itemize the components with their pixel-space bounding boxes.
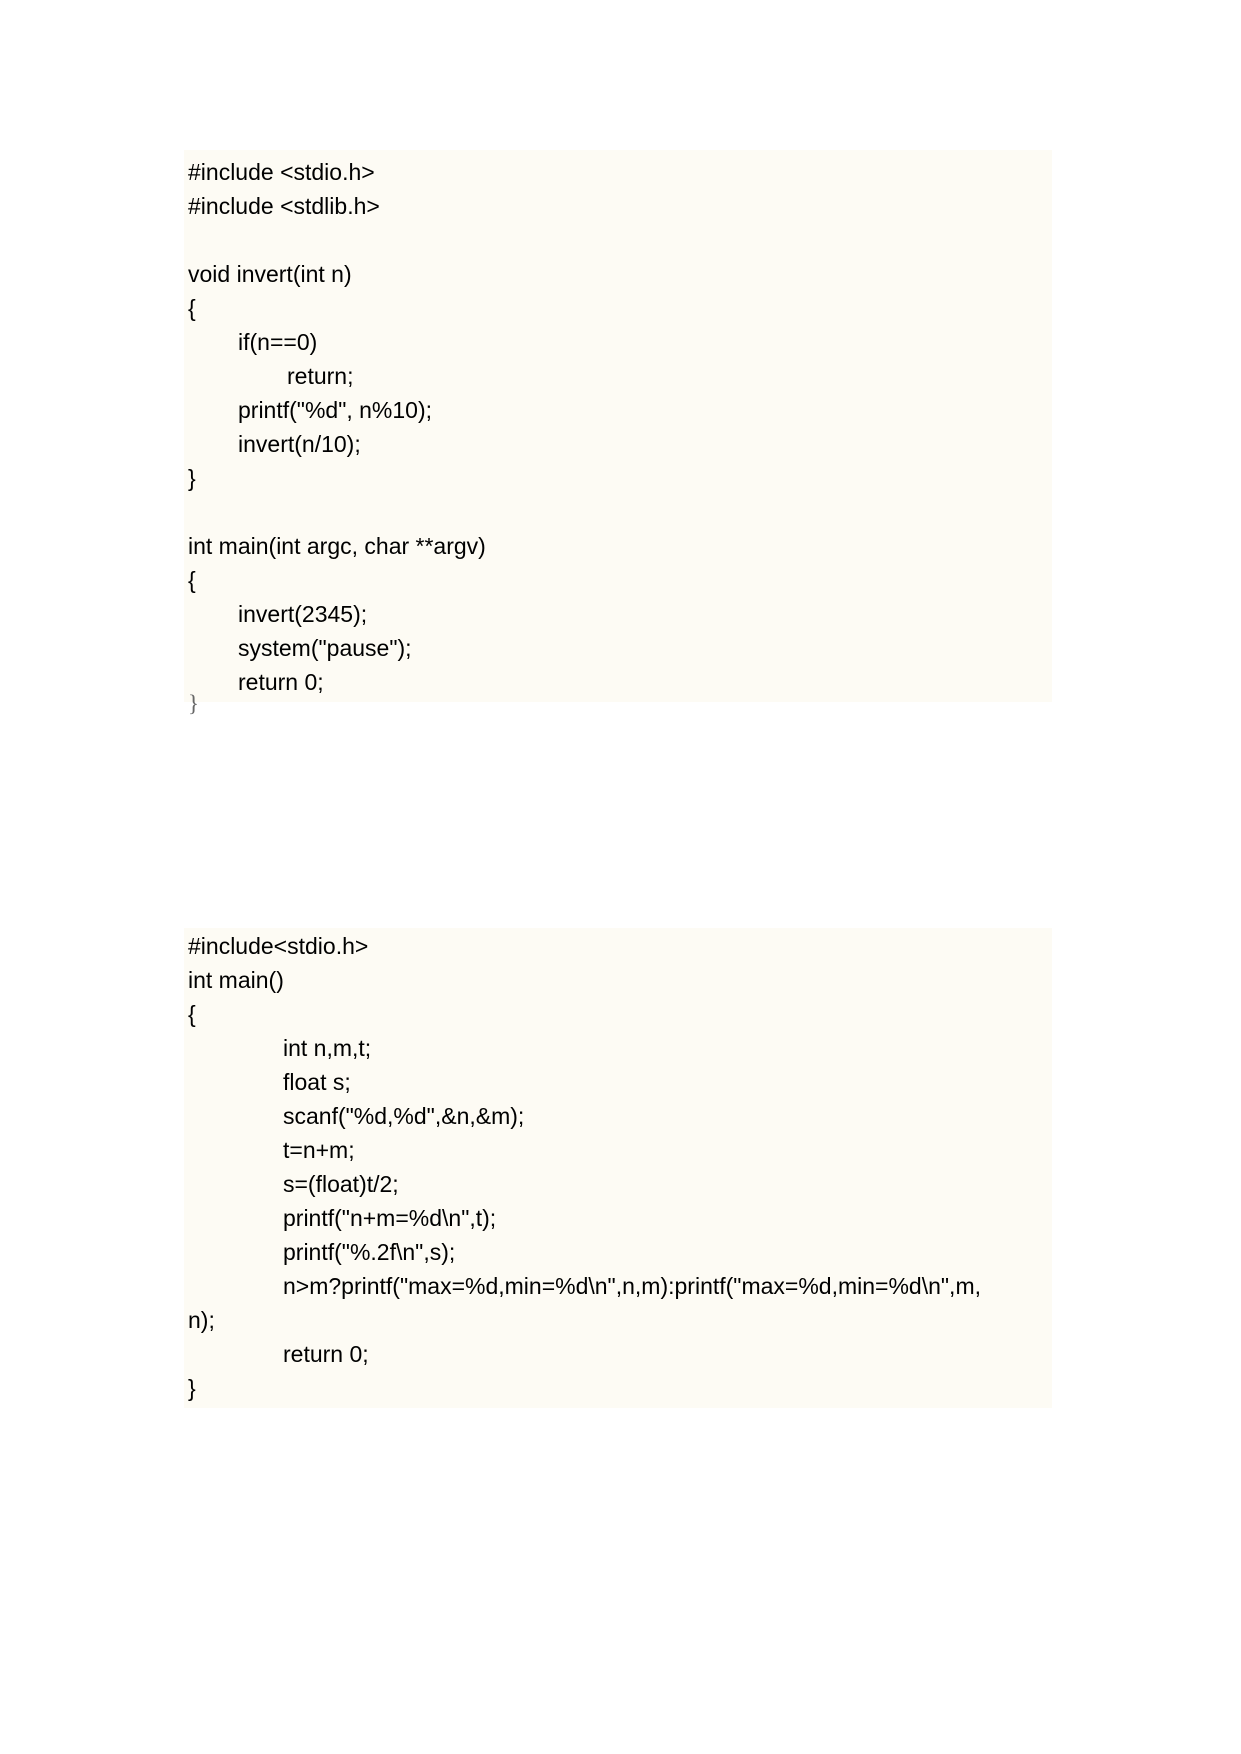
code-line: printf("%.2f\n",s); <box>283 1239 456 1265</box>
code-line: printf("n+m=%d\n",t); <box>283 1205 497 1231</box>
code-line: int main() <box>188 967 284 993</box>
code-line: int main(int argc, char **argv) <box>188 533 486 559</box>
code-block-1 <box>184 150 1052 702</box>
code-line: system("pause"); <box>238 635 412 661</box>
code-line: return 0; <box>283 1341 369 1367</box>
code-line: #include <stdio.h> <box>188 159 375 185</box>
code-line: n); <box>188 1307 215 1333</box>
code-line: invert(n/10); <box>238 431 361 457</box>
code-line: #include<stdio.h> <box>188 933 369 959</box>
code-line: { <box>188 1001 196 1027</box>
code-block-2 <box>184 928 1052 1408</box>
closing-brace: } <box>188 691 200 716</box>
code-line: { <box>188 295 196 321</box>
code-line: printf("%d", n%10); <box>238 397 433 423</box>
code-line: t=n+m; <box>283 1137 355 1163</box>
code-line: } <box>188 465 196 491</box>
code-line: return 0; <box>238 669 324 695</box>
code-line: invert(2345); <box>238 601 368 627</box>
code-line: n>m?printf("max=%d,min=%d\n",n,m):printf("max=%d,min=%d\n",m, <box>283 1273 981 1299</box>
code-line: #include <stdlib.h> <box>188 193 380 219</box>
code-line: return; <box>287 363 354 389</box>
code-line: void invert(int n) <box>188 261 352 287</box>
code-line: scanf("%d,%d",&n,&m); <box>283 1103 525 1129</box>
code-line: if(n==0) <box>238 329 318 355</box>
code-line: { <box>188 567 196 593</box>
code-line: s=(float)t/2; <box>283 1171 399 1197</box>
code-line: int n,m,t; <box>283 1035 372 1061</box>
code-line: } <box>188 1375 196 1401</box>
code-line: float s; <box>283 1069 351 1095</box>
